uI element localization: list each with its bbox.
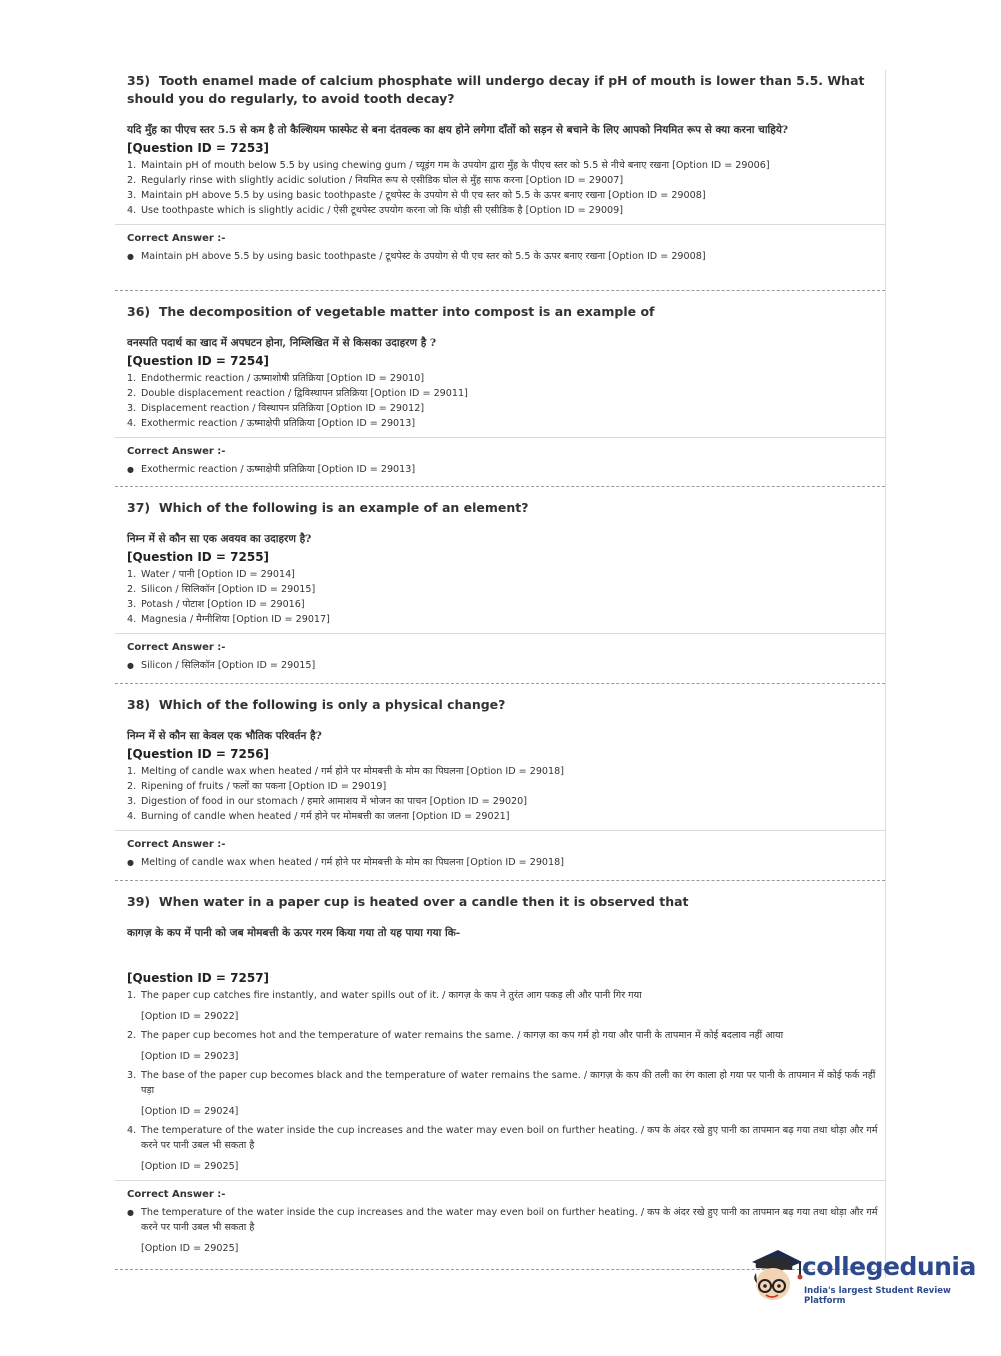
option-item: 2. Ripening of fruits / फलों का पकना [Option ID = 29019] <box>127 781 387 792</box>
question-id: [Question ID = 7254] <box>127 354 270 368</box>
question-text <box>127 70 885 108</box>
bullet-icon: ● <box>127 465 134 474</box>
correct-answer-item: ● The temperature of the water inside the cup increases and the water may even boil on further heating. / कप के अंदर रखे हुए पानी का तापमान बढ़ गया तथा थोड़ा और गर्म करने पर पानी उबल भी सकता है [Option ID = 29025] <box>127 1207 878 1254</box>
question-number: 39) <box>127 894 151 909</box>
collegedunia-logo <box>744 1246 974 1316</box>
question-hindi: निम्न में से कौन सा एक अवयव का उदाहरण है? <box>127 533 312 545</box>
question-english: When water in a paper cup is heated over a candle then it is observed that <box>158 894 689 909</box>
correct-answer-item: ● Maintain pH above 5.5 by using basic toothpaste / टूथपेस्ट के उपयोग से पी एच स्तर को 5.5 के ऊपर बनाए रखना [Option ID = 29008] <box>127 251 706 262</box>
mascot-icon <box>744 1246 804 1308</box>
option-item: 3. Potash / पोटाश [Option ID = 29016] <box>127 599 305 610</box>
question-number: 36) <box>127 304 151 319</box>
option-item: 1. Melting of candle wax when heated / गर्म होने पर मोमबत्ती के मोम का पिघलना [Option ID = 29018] <box>127 766 564 777</box>
question-hindi: यदि मुँह का पीएच स्तर 5.5 से कम है तो कैल्शियम फास्फेट से बना दंतवल्क का क्षय होने लगेगा दाँतों को सड़न से बचाने के लिए आपको नियमित रूप से क्या करना चाहिये? <box>127 124 789 136</box>
option-item: 2. The paper cup becomes hot and the temperature of water remains the same. / कागज़ का कप गर्म हो गया और पानी के तापमान में कोई बदलाव नहीं आया [Option ID = 29023] <box>127 1030 784 1062</box>
option-item: 2. Double displacement reaction / द्विविस्थापन प्रतिक्रिया [Option ID = 29011] <box>127 388 468 399</box>
question-39 <box>115 881 885 1270</box>
option-item: 3. Digestion of food in our stomach / हमारे आमाशय में भोजन का पाचन [Option ID = 29020] <box>127 796 527 807</box>
option-item: 1. Maintain pH of mouth below 5.5 by using chewing gum / च्यूइंग गम के उपयोग द्वारा मुँह के पीएच स्तर को 5.5 से नीचे बनाए रखना [Option ID = 29006] <box>127 160 770 171</box>
correct-answer-label: Correct Answer :- <box>127 1189 226 1200</box>
question-english: Which of the following is an example of an element? <box>158 500 529 515</box>
option-item: 1. Endothermic reaction / ऊष्माशोषी प्रतिक्रिया [Option ID = 29010] <box>127 373 425 384</box>
question-35 <box>115 70 885 291</box>
options-list <box>127 764 885 824</box>
question-id: [Question ID = 7253] <box>127 141 270 155</box>
option-item: 4. Use toothpaste which is slightly acidic / ऐसी टूथपेस्ट उपयोग करना जो कि थोड़ी सी एसीडिक है [Option ID = 29009] <box>127 205 623 216</box>
bullet-icon: ● <box>127 252 134 261</box>
question-id: [Question ID = 7255] <box>127 550 270 564</box>
question-text <box>127 487 885 517</box>
question-number: 37) <box>127 500 151 515</box>
question-text <box>127 684 885 714</box>
question-english: The decomposition of vegetable matter into compost is an example of <box>158 304 655 319</box>
options-list <box>127 371 885 431</box>
option-item: 1. Water / पानी [Option ID = 29014] <box>127 569 295 580</box>
option-item: 2. Regularly rinse with slightly acidic solution / नियमित रूप से एसीडिक घोल से मुँह साफ करना [Option ID = 29007] <box>127 175 624 186</box>
correct-answer <box>115 633 885 679</box>
logo-wordmark: collegedunia <box>802 1252 976 1281</box>
question-id: [Question ID = 7256] <box>127 747 270 761</box>
question-hindi: निम्न में से कौन सा केवल एक भौतिक परिवर्तन है? <box>127 730 322 742</box>
option-item: 3. Displacement reaction / विस्थापन प्रतिक्रिया [Option ID = 29012] <box>127 403 425 414</box>
question-hindi: वनस्पति पदार्थ का खाद में अपघटन होना, निम्लिखित में से किसका उदाहरण है ? <box>127 337 437 349</box>
question-number: 38) <box>127 697 151 712</box>
option-item: 3. Maintain pH above 5.5 by using basic toothpaste / टूथपेस्ट के उपयोग से पी एच स्तर को 5.5 के ऊपर बनाए रखना [Option ID = 29008] <box>127 190 706 201</box>
correct-answer-label: Correct Answer :- <box>127 446 226 457</box>
option-item: 3. The base of the paper cup becomes black and the temperature of water remains the same. / कागज़ के कप की तली का रंग काला हो गया पर पानी के तापमान में कोई फर्क नहीं पड़ा [Option ID = 29024] <box>127 1070 876 1117</box>
option-item: 4. Exothermic reaction / ऊष्माक्षेपी प्रतिक्रिया [Option ID = 29013] <box>127 418 416 429</box>
option-item: 2. Silicon / सिलिकॉन [Option ID = 29015] <box>127 584 316 595</box>
options-list <box>127 988 885 1174</box>
option-item: 4. The temperature of the water inside the cup increases and the water may even boil on further heating. / कप के अंदर रखे हुए पानी का तापमान बढ़ गया तथा थोड़ा और गर्म करने पर पानी उबल भी सकता है [Option ID = 29025] <box>127 1125 878 1172</box>
logo-tagline: India's largest Student Review Platform <box>804 1286 951 1306</box>
correct-answer-item: ● Melting of candle wax when heated / गर्म होने पर मोमबत्ती के मोम का पिघलना [Option ID = 29018] <box>127 857 564 868</box>
correct-answer <box>115 830 885 876</box>
question-id: [Question ID = 7257] <box>127 971 270 985</box>
question-paper <box>115 70 886 1278</box>
correct-answer-label: Correct Answer :- <box>127 233 226 244</box>
question-text <box>127 291 885 321</box>
question-english: Tooth enamel made of calcium phosphate will undergo decay if pH of mouth is lower than 5.5. What should you do regularly, to avoid tooth decay? <box>127 73 865 106</box>
correct-answer-label: Correct Answer :- <box>127 642 226 653</box>
question-number: 35) <box>127 73 151 88</box>
question-36 <box>115 291 885 487</box>
bullet-icon: ● <box>127 858 134 867</box>
question-hindi: कागज़ के कप में पानी को जब मोमबत्ती के ऊपर गरम किया गया तो यह पाया गया कि- <box>127 927 461 939</box>
option-item: 1. The paper cup catches fire instantly, and water spills out of it. / कागज़ के कप ने तुरंत आग पकड़ ली और पानी गिर गया [Option ID = 29022] <box>127 990 642 1022</box>
correct-answer <box>115 224 885 270</box>
option-item: 4. Burning of candle when heated / गर्म होने पर मोमबत्ती का जलना [Option ID = 29021] <box>127 811 510 822</box>
correct-answer-item: ● Exothermic reaction / ऊष्माक्षेपी प्रतिक्रिया [Option ID = 29013] <box>127 464 416 475</box>
question-37 <box>115 487 885 684</box>
correct-answer-item: ● Silicon / सिलिकॉन [Option ID = 29015] <box>127 660 316 671</box>
options-list <box>127 158 885 218</box>
question-english: Which of the following is only a physical change? <box>158 697 506 712</box>
correct-answer-label: Correct Answer :- <box>127 839 226 850</box>
options-list <box>127 567 885 627</box>
bullet-icon: ● <box>127 661 134 670</box>
question-38 <box>115 684 885 881</box>
correct-answer <box>115 437 885 483</box>
option-item: 4. Magnesia / मैग्नीशिया [Option ID = 29017] <box>127 614 330 625</box>
bullet-icon: ● <box>127 1208 134 1217</box>
question-text <box>127 881 885 911</box>
